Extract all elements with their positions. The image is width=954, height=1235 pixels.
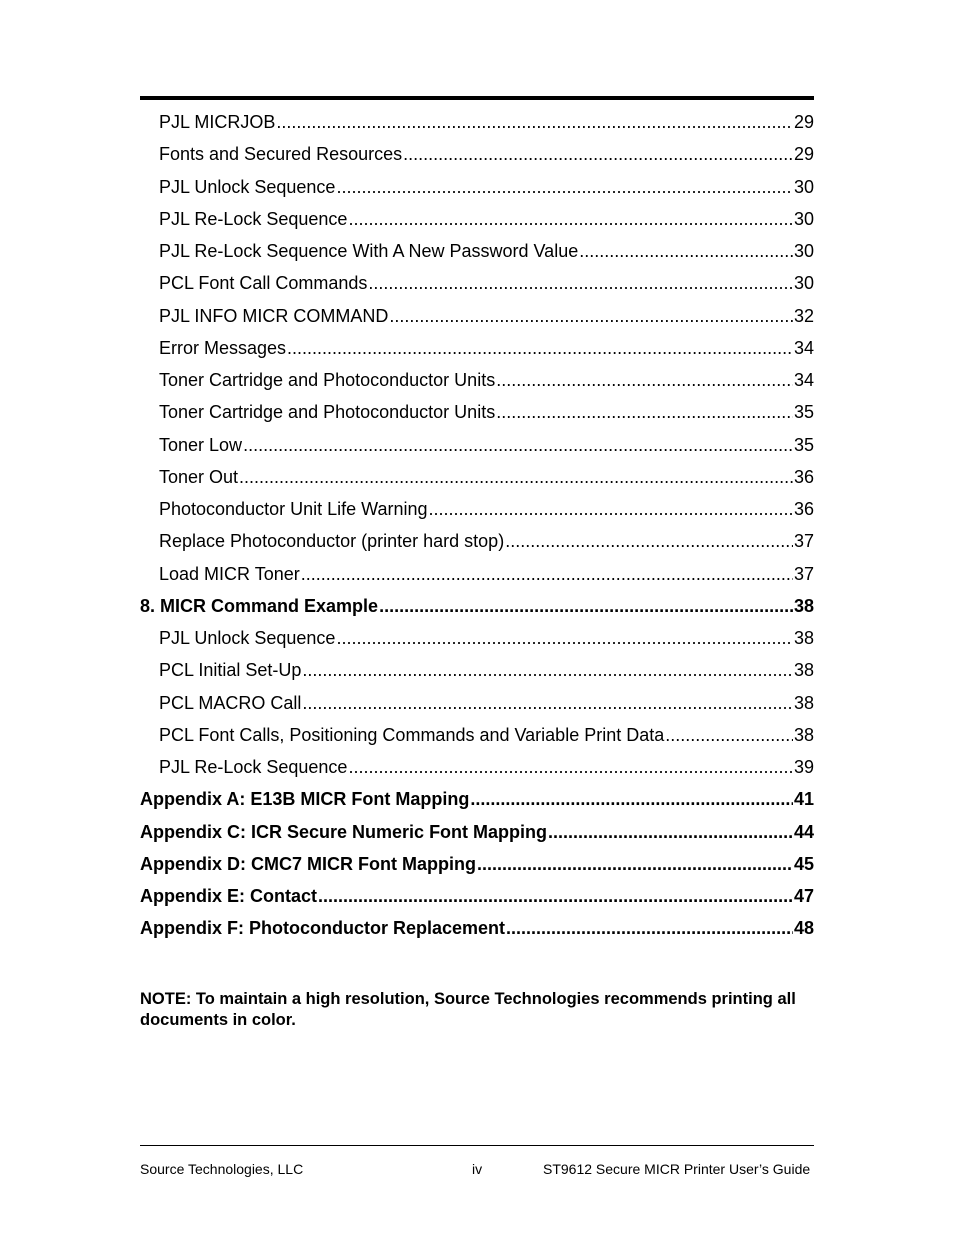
- toc-entry[interactable]: [140, 461, 814, 493]
- toc-entry[interactable]: [140, 106, 814, 138]
- toc-leader-dots: [665, 724, 793, 746]
- toc-entry[interactable]: [140, 525, 814, 557]
- toc-entry-title: Toner Out: [159, 466, 239, 487]
- toc-entry[interactable]: [140, 364, 814, 396]
- toc-entry-title: PCL Font Call Commands: [159, 273, 368, 294]
- toc-entry-page: 30: [793, 208, 814, 229]
- toc-leader-dots: [403, 143, 793, 165]
- toc-entry-page: 32: [793, 305, 814, 326]
- toc-leader-dots: [318, 885, 793, 907]
- toc-entry-title: Replace Photoconductor (printer hard stop): [159, 531, 505, 552]
- footer-document-title: ST9612 Secure MICR Printer User’s Guide: [543, 1161, 811, 1177]
- toc-leader-dots: [302, 659, 793, 681]
- toc-entry-page: 36: [793, 499, 814, 520]
- toc-entry-page: 36: [793, 466, 814, 487]
- toc-entry-title: PJL Unlock Sequence: [159, 628, 336, 649]
- toc-entry-page: 35: [793, 434, 814, 455]
- toc-entry-title: PJL INFO MICR COMMAND: [159, 305, 389, 326]
- toc-entry[interactable]: [140, 912, 814, 944]
- toc-leader-dots: [496, 369, 793, 391]
- toc-entry-title: PJL MICRJOB: [159, 112, 276, 133]
- toc-leader-dots: [336, 627, 793, 649]
- toc-leader-dots: [389, 305, 793, 327]
- header-rule: [140, 96, 814, 100]
- toc-entry-title: PJL Re-Lock Sequence: [159, 208, 348, 229]
- toc-entry-title: Toner Low: [159, 434, 243, 455]
- toc-entry-page: 38: [793, 724, 814, 745]
- toc-leader-dots: [368, 272, 793, 294]
- toc-entry-title: Load MICR Toner: [159, 563, 300, 584]
- toc-entry[interactable]: [140, 493, 814, 525]
- toc-leader-dots: [302, 692, 793, 714]
- toc-leader-dots: [348, 756, 793, 778]
- toc-entry[interactable]: [140, 622, 814, 654]
- toc-leader-dots: [496, 401, 793, 423]
- toc-entry-page: 38: [793, 660, 814, 681]
- toc-entry[interactable]: [140, 396, 814, 428]
- toc-entry-page: 48: [793, 918, 814, 939]
- footer-page-number: iv: [472, 1161, 483, 1177]
- toc-entry[interactable]: [140, 590, 814, 622]
- toc-entry-title: 8. MICR Command Example: [140, 595, 379, 616]
- toc-entry-page: 47: [793, 886, 814, 907]
- toc-entry-page: 37: [793, 563, 814, 584]
- toc-entry[interactable]: [140, 687, 814, 719]
- toc-entry-title: PJL Re-Lock Sequence: [159, 757, 348, 778]
- toc-entry[interactable]: [140, 300, 814, 332]
- toc-entry-title: Appendix E: Contact: [140, 886, 318, 907]
- toc-entry[interactable]: [140, 558, 814, 590]
- toc-entry-page: 29: [793, 144, 814, 165]
- toc-leader-dots: [477, 853, 793, 875]
- toc-entry-title: PCL Font Calls, Positioning Commands and Variable Print Data: [159, 724, 665, 745]
- toc-entry-page: 30: [793, 241, 814, 262]
- toc-leader-dots: [379, 595, 793, 617]
- toc-leader-dots: [470, 788, 793, 810]
- toc-leader-dots: [243, 434, 793, 456]
- toc-entry[interactable]: [140, 267, 814, 299]
- toc-entry[interactable]: [140, 138, 814, 170]
- toc-entry-page: 30: [793, 273, 814, 294]
- toc-leader-dots: [287, 337, 793, 359]
- toc-entry-title: Fonts and Secured Resources: [159, 144, 403, 165]
- toc-entry-page: 41: [793, 789, 814, 810]
- toc-entry-page: 34: [793, 337, 814, 358]
- toc-entry-page: 37: [793, 531, 814, 552]
- toc-entry-title: Error Messages: [159, 337, 287, 358]
- toc-entry-page: 34: [793, 370, 814, 391]
- toc-entry[interactable]: [140, 332, 814, 364]
- toc-entry[interactable]: [140, 235, 814, 267]
- toc-entry-title: PCL MACRO Call: [159, 692, 302, 713]
- toc-entry-page: 38: [793, 595, 814, 616]
- table-of-contents: [140, 106, 814, 945]
- toc-leader-dots: [239, 466, 793, 488]
- footer-rule: [140, 1145, 814, 1146]
- toc-entry-title: Photoconductor Unit Life Warning: [159, 499, 428, 520]
- toc-entry-page: 44: [793, 821, 814, 842]
- toc-entry-title: Appendix C: ICR Secure Numeric Font Mapping: [140, 821, 548, 842]
- toc-leader-dots: [506, 917, 793, 939]
- toc-entry-title: Appendix F: Photoconductor Replacement: [140, 918, 506, 939]
- toc-leader-dots: [579, 240, 793, 262]
- toc-entry-page: 30: [793, 176, 814, 197]
- toc-entry-page: 38: [793, 628, 814, 649]
- toc-entry-title: PJL Re-Lock Sequence With A New Password Value: [159, 241, 579, 262]
- toc-entry-title: Appendix A: E13B MICR Font Mapping: [140, 789, 470, 810]
- toc-entry-page: 35: [793, 402, 814, 423]
- toc-entry-title: Toner Cartridge and Photoconductor Units: [159, 370, 496, 391]
- toc-entry-page: 29: [793, 112, 814, 133]
- toc-leader-dots: [548, 821, 793, 843]
- toc-entry-page: 45: [793, 853, 814, 874]
- toc-entry-title: PCL Initial Set-Up: [159, 660, 302, 681]
- toc-leader-dots: [348, 208, 793, 230]
- toc-entry[interactable]: [140, 848, 814, 880]
- toc-entry[interactable]: [140, 816, 814, 848]
- toc-entry[interactable]: [140, 171, 814, 203]
- toc-leader-dots: [505, 530, 793, 552]
- toc-leader-dots: [301, 563, 793, 585]
- toc-entry[interactable]: [140, 203, 814, 235]
- toc-entry-page: 38: [793, 692, 814, 713]
- toc-entry[interactable]: [140, 719, 814, 751]
- toc-entry[interactable]: [140, 751, 814, 783]
- footer-company: Source Technologies, LLC: [140, 1161, 304, 1177]
- toc-entry-page: 39: [793, 757, 814, 778]
- toc-entry-title: Toner Cartridge and Photoconductor Units: [159, 402, 496, 423]
- color-printing-note: NOTE: To maintain a high resolution, Source Technologies recommends printing all documents in color.: [140, 990, 796, 1029]
- toc-leader-dots: [428, 498, 792, 520]
- toc-entry[interactable]: [140, 429, 814, 461]
- toc-leader-dots: [276, 111, 793, 133]
- toc-entry-title: Appendix D: CMC7 MICR Font Mapping: [140, 853, 476, 874]
- toc-entry[interactable]: [140, 654, 814, 686]
- toc-entry[interactable]: [140, 880, 814, 912]
- toc-entry[interactable]: [140, 783, 814, 815]
- toc-leader-dots: [336, 176, 793, 198]
- toc-entry-title: PJL Unlock Sequence: [159, 176, 336, 197]
